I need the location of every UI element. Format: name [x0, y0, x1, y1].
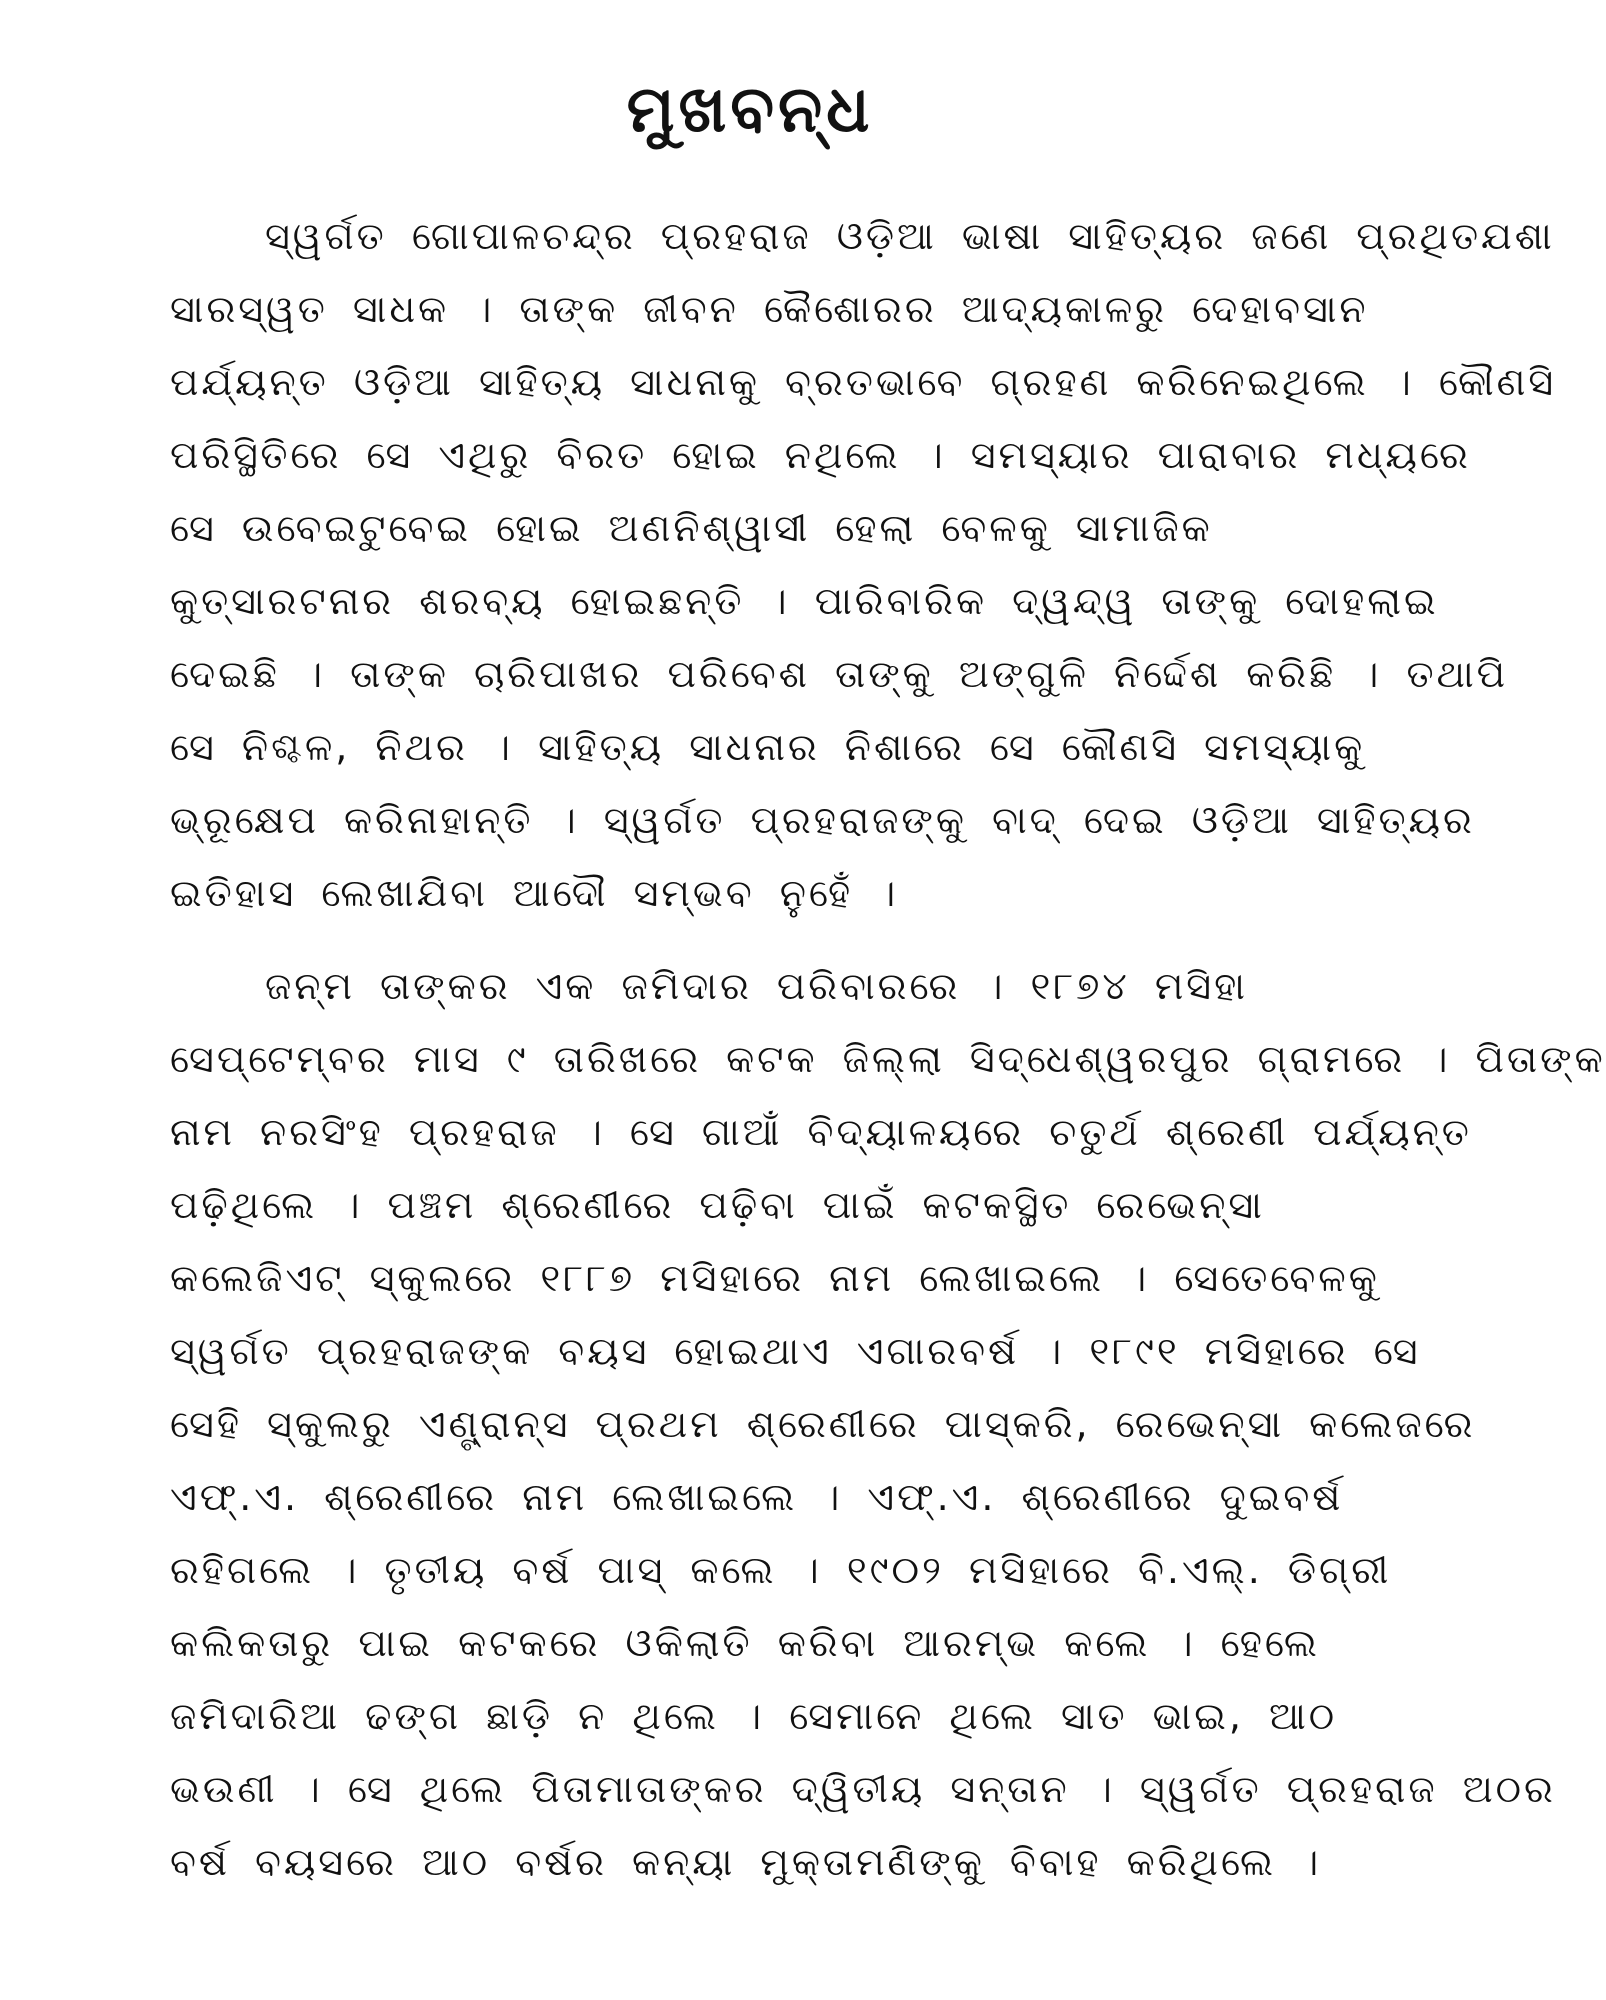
paragraph-line: ଇତିହାସ ଲେଖାଯିବା ଆଦୌ ସମ୍ଭବ ନୁହେଁ ।: [170, 871, 899, 915]
paragraph-line: ପଢ଼ିଥିଲେ । ପଞ୍ଚମ ଶ୍ରେଣୀରେ ପଢ଼ିବା ପାଇଁ କଟକସ୍ଥିତ ରେଭେନ୍‌ସା: [170, 1183, 1265, 1227]
paragraph-line: ଭ୍ରୂକ୍ଷେପ କରିନାହାନ୍ତି । ସ୍ୱର୍ଗତ ପ୍ରହରାଜଙ୍କୁ ବାଦ୍ ଦେଇ ଓଡ଼ିଆ ସାହିତ୍ୟର: [170, 798, 1475, 842]
paragraph-line: ଜମିଦାରିଆ ଢଙ୍ଗ ଛାଡ଼ି ନ ଥିଲେ । ସେମାନେ ଥିଲେ ସାତ ଭାଇ, ଆଠ: [170, 1694, 1338, 1738]
paragraph-line: ଏଫ୍.ଏ. ଶ୍ରେଣୀରେ ନାମ ଲେଖାଇଲେ । ଏଫ୍.ଏ. ଶ୍ରେଣୀରେ ଦୁଇବର୍ଷ: [170, 1475, 1344, 1519]
paragraph-line: ସେ ଉବେଇଟୁବେଇ ହୋଇ ଅଣନିଶ୍ୱାସୀ ହେଲା ବେଳକୁ ସାମାଜିକ: [170, 506, 1213, 550]
paragraph-line: ଭଉଣୀ । ସେ ଥିଲେ ପିତାମାତାଙ୍କର ଦ୍ୱିତୀୟ ସନ୍ତାନ । ସ୍ୱର୍ଗତ ପ୍ରହରାଜ ଅଠର: [170, 1767, 1556, 1811]
paragraph-line: ସାରସ୍ୱତ ସାଧକ । ତାଙ୍କ ଜୀବନ କୈଶୋରର ଆଦ୍ୟକାଳରୁ ଦେହାବସାନ: [170, 287, 1369, 331]
paragraph-line: ପର୍ଯ୍ୟନ୍ତ ଓଡ଼ିଆ ସାହିତ୍ୟ ସାଧନାକୁ ବ୍ରତଭାବେ ଗ୍ରହଣ କରିନେଇଥିଲେ । କୌଣସି: [170, 360, 1557, 404]
paragraph-line: ବର୍ଷ ବୟସରେ ଆଠ ବର୍ଷର କନ୍ୟା ମୁକ୍ତାମଣିଙ୍କୁ ବିବାହ କରିଥିଲେ ।: [170, 1840, 1322, 1884]
paragraph-line: ସ୍ୱର୍ଗତ ଗୋପାଳଚନ୍ଦ୍ର ପ୍ରହରାଜ ଓଡ଼ିଆ ଭାଷା ସାହିତ୍ୟର ଜଣେ ପ୍ରଥିତଯଶା: [265, 214, 1555, 258]
paragraph-1: [170, 200, 1557, 930]
page-title: ମୁଖବନ୍ଧ: [626, 73, 874, 147]
paragraph-line: କଲିକତାରୁ ପାଇ କଟକରେ ଓକିଲାତି କରିବା ଆରମ୍ଭ କଲେ । ହେଲେ: [170, 1621, 1320, 1665]
paragraph-line: ସ୍ୱର୍ଗତ ପ୍ରହରାଜଙ୍କ ବୟସ ହୋଇଥାଏ ଏଗାରବର୍ଷ । ୧୮୯୧ ମସିହାରେ ସେ: [170, 1329, 1421, 1373]
paragraph-line: କୁତ୍ସାରଟନାର ଶରବ୍ୟ ହୋଇଛନ୍ତି । ପାରିବାରିକ ଦ୍ୱନ୍ଦ୍ୱ ତାଙ୍କୁ ଦୋହଲାଇ: [170, 579, 1439, 623]
paragraph-line: ନାମ ନରସିଂହ ପ୍ରହରାଜ । ସେ ଗାଆଁ ବିଦ୍ୟାଳୟରେ ଚତୁର୍ଥ ଶ୍ରେଣୀ ପର୍ଯ୍ୟନ୍ତ: [170, 1110, 1472, 1154]
paragraph-line: ସେ ନିଶ୍ଚଳ, ନିଥର । ସାହିତ୍ୟ ସାଧନାର ନିଶାରେ ସେ କୌଣସି ସମସ୍ୟାକୁ: [170, 725, 1366, 769]
paragraph-line: କଲେଜିଏଟ୍ ସ୍କୁଲରେ ୧୮୮୭ ମସିହାରେ ନାମ ଲେଖାଇଲେ । ସେତେବେଳକୁ: [170, 1256, 1380, 1300]
paragraph-line: ଦେଇଛି । ତାଙ୍କ ଚାରିପାଖର ପରିବେଶ ତାଙ୍କୁ ଅଙ୍ଗୁଳି ନିର୍ଦ୍ଦେଶ କରିଛି । ତଥାପି: [170, 652, 1509, 696]
paragraph-line: ରହିଗଲେ । ତୃତୀୟ ବର୍ଷ ପାସ୍ କଲେ । ୧୯୦୨ ମସିହାରେ ବି.ଏଲ୍. ଡିଗ୍ରୀ: [170, 1548, 1392, 1592]
paragraph-line: ପରିସ୍ଥିତିରେ ସେ ଏଥିରୁ ବିରତ ହୋଇ ନଥିଲେ । ସମସ୍ୟାର ପାରାବାର ମଧ୍ୟରେ: [170, 433, 1471, 477]
paragraph-line: ସେହି ସ୍କୁଲରୁ ଏଣ୍ଟ୍ରାନ୍‌ସ ପ୍ରଥମ ଶ୍ରେଣୀରେ ପାସ୍‌କରି, ରେଭେନ୍‌ସା କଲେଜରେ: [170, 1402, 1476, 1446]
paragraph-line: ସେପ୍ଟେମ୍ବର ମାସ ୯ ତାରିଖରେ କଟକ ଜିଲ୍ଲା ସିଦ୍ଧେଶ୍ୱରପୁର ଗ୍ରାମରେ । ପିତାଙ୍କ: [170, 1037, 1606, 1081]
paragraph-line: ଜନ୍ମ ତାଙ୍କର ଏକ ଜମିଦାର ପରିବାରରେ । ୧୮୭୪ ମସିହା: [265, 964, 1248, 1008]
paragraph-2: [170, 950, 1606, 1899]
